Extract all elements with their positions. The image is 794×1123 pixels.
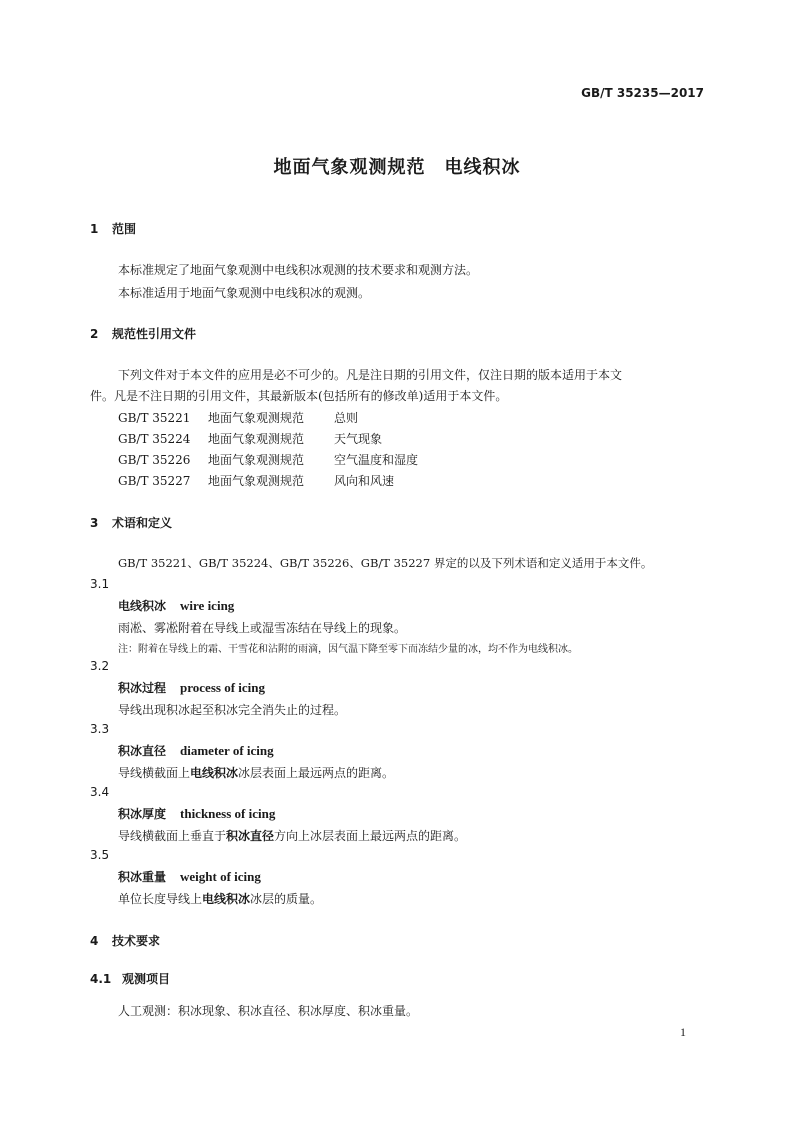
reference-item [118, 451, 418, 468]
term-number: 3.2 [90, 659, 110, 673]
term-definition: 雨凇、雾凇附着在导线上或湿雪冻结在导线上的现象。 [118, 621, 407, 635]
reference-code: GB/T 35221 [118, 411, 191, 425]
term-chinese: 积冰过程 [118, 681, 167, 695]
paragraph: 人工观测：积冰现象、积冰直径、积冰厚度、积冰重量。 [118, 1004, 419, 1018]
reference-code: GB/T 35227 [118, 474, 191, 488]
section-number: 4 [90, 934, 99, 948]
section-2-heading [90, 325, 196, 342]
reference-subtitle: 天气现象 [334, 432, 383, 446]
reference-item [118, 430, 382, 447]
term-number: 3.3 [90, 722, 110, 736]
paragraph: GB/T 35221、GB/T 35224、GB/T 35226、GB/T 35227 界定的以及下列术语和定义适用于本文件。 [118, 556, 653, 570]
term-chinese: 电线积冰 [118, 599, 167, 613]
term-heading [118, 597, 234, 615]
reference-code: GB/T 35226 [118, 453, 191, 467]
definition-term-ref: 积冰直径 [226, 829, 275, 843]
reference-title: 地面气象观测规范 [208, 474, 305, 488]
section-title: 规范性引用文件 [112, 327, 197, 341]
section-number: 2 [90, 327, 99, 341]
term-english: diameter of icing [180, 743, 274, 758]
term-heading [118, 805, 275, 823]
definition-text: 方向上冰层表面上最远两点的距离。 [274, 829, 467, 843]
standard-number: GB/T 35235—2017 [581, 86, 704, 100]
reference-subtitle: 总则 [334, 411, 359, 425]
term-english: thickness of icing [180, 806, 276, 821]
definition-term-ref: 电线积冰 [202, 892, 251, 906]
section-4-heading [90, 932, 160, 949]
subsection-4-1-heading [90, 970, 170, 987]
definition-text: 冰层表面上最远两点的距离。 [238, 766, 395, 780]
term-definition [118, 764, 394, 781]
term-definition [118, 890, 322, 907]
paragraph: 下列文件对于本文件的应用是必不可少的。凡是注日期的引用文件，仅注日期的版本适用于本文 [118, 368, 623, 382]
section-3-heading [90, 514, 172, 531]
term-english: weight of icing [180, 869, 261, 884]
paragraph: 件。凡是不注日期的引用文件，其最新版本(包括所有的修改单)适用于本文件。 [90, 389, 508, 403]
definition-term-ref: 电线积冰 [190, 766, 239, 780]
section-number: 3 [90, 516, 99, 530]
term-english: process of icing [180, 680, 265, 695]
term-chinese: 积冰重量 [118, 870, 167, 884]
reference-title: 地面气象观测规范 [208, 432, 305, 446]
reference-title: 地面气象观测规范 [208, 453, 305, 467]
reference-subtitle: 风向和风速 [334, 474, 395, 488]
term-number: 3.5 [90, 848, 110, 862]
section-number: 1 [90, 222, 99, 236]
paragraph: 本标准规定了地面气象观测中电线积冰观测的技术要求和观测方法。 [118, 263, 479, 277]
term-note: 注：附着在导线上的霜、干雪花和沾附的雨滴，因气温下降至零下而冻结少量的冰，均不作为电线积冰。 [118, 644, 578, 655]
section-1-heading [90, 220, 136, 237]
term-chinese: 积冰厚度 [118, 807, 167, 821]
section-title: 技术要求 [112, 934, 161, 948]
reference-item [118, 472, 394, 489]
paragraph: 本标准适用于地面气象观测中电线积冰的观测。 [118, 286, 371, 300]
definition-text: 导线横截面上 [118, 766, 191, 780]
reference-title: 地面气象观测规范 [208, 411, 305, 425]
term-number: 3.1 [90, 577, 110, 591]
reference-subtitle: 空气温度和湿度 [334, 453, 419, 467]
term-heading [118, 679, 265, 697]
term-chinese: 积冰直径 [118, 744, 167, 758]
term-number: 3.4 [90, 785, 110, 799]
definition-text: 导线横截面上垂直于 [118, 829, 227, 843]
page-number: 1 [680, 1025, 686, 1039]
section-title: 术语和定义 [112, 516, 173, 530]
definition-text: 单位长度导线上 [118, 892, 203, 906]
section-title: 范围 [112, 222, 137, 236]
term-heading [118, 868, 261, 886]
term-heading [118, 742, 274, 760]
reference-code: GB/T 35224 [118, 432, 191, 446]
term-definition: 导线出现积冰起至积冰完全消失止的过程。 [118, 703, 347, 717]
term-definition [118, 827, 466, 844]
term-english: wire icing [180, 598, 235, 613]
reference-item [118, 409, 358, 426]
definition-text: 冰层的质量。 [250, 892, 323, 906]
subsection-title: 观测项目 [122, 972, 171, 986]
document-title: 地面气象观测规范 电线积冰 [273, 157, 521, 178]
subsection-number: 4.1 [90, 972, 112, 986]
